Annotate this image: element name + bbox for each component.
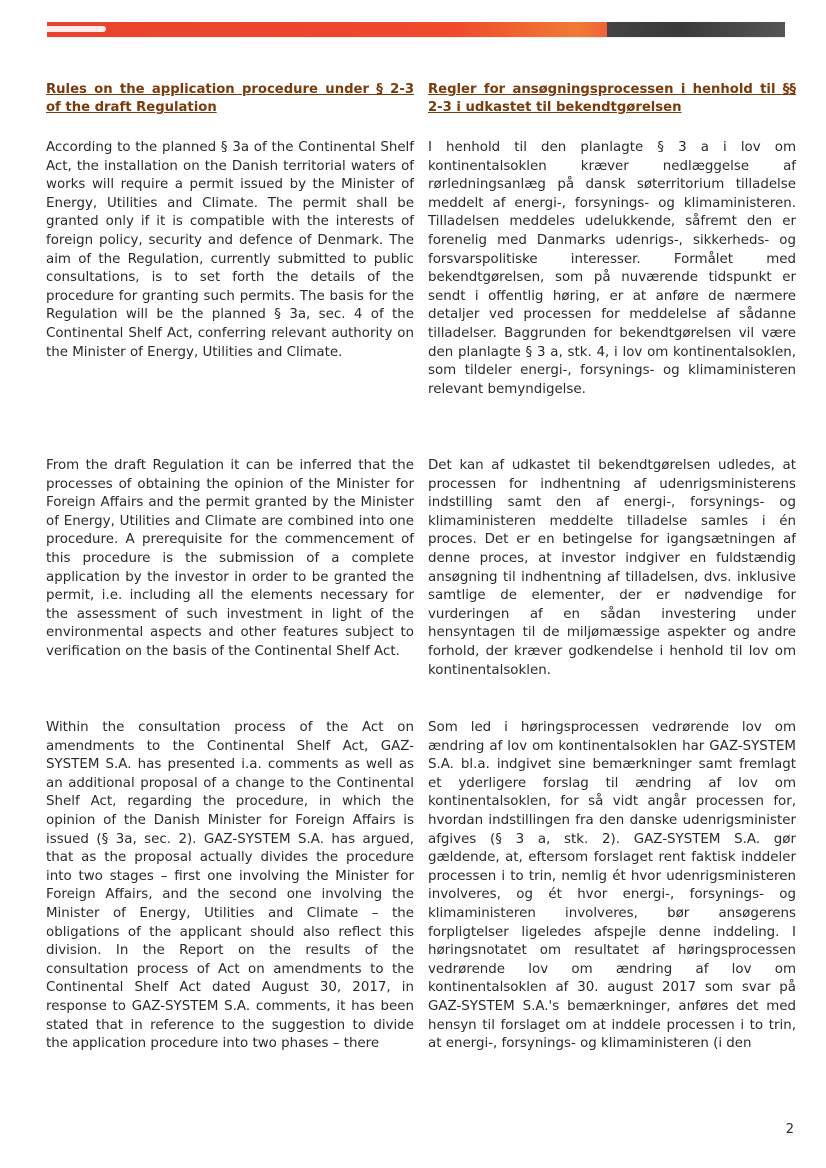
danish-paragraph-3: Som led i høringsprocessen vedrørende lov om ændring af lov om kontinentalsoklen har GAZ-SYSTEM S.A. bl.a. indgivet sine bemærkninger samt fremlagt et yderligere forslag til ændring af lov om kontinentalsoklen, for så vidt angår processen for, hvordan indstillingen fra den danske udenrigsminister afgives (§ 3 a, stk. 2). GAZ-SYSTEM S.A. gør gældende, at, eftersom forslaget rent faktisk inddeler processen i to trin, nemlig ét hvor udenrigsministeren involveres, og ét hvor energi-, forsynings- og klimaministeren involveres, bør ansøgerens forpligtelser ligeledes afspejle denne inddeling. I høringsnotatet om resultatet af høringsprocessen vedrørende lov om ændring af lov om kontinentalsoklen af 30. august 2017 som svar på GAZ-SYSTEM S.A.'s bemærkninger, anføres det med hensyn til forslaget om at inddele processen i to trin, at energi-, forsynings- og klimaministeren (i den: [428, 720, 796, 1052]
english-paragraph-3: Within the consultation process of the Act on amendments to the Continental Shelf Act, GAZ-SYSTEM S.A. has presented i.a. comments as well as an additional proposal of a change to the Continental Shelf Act, regarding the procedure, in which the opinion of the Danish Minister for Foreign Affairs is issued (§ 3a, sec. 2). GAZ-SYSTEM S.A. has argued, that as the proposal actually divides the procedure into two stages – first one involving the Minister for Foreign Affairs, and the second one involving the Minister of Energy, Utilities and Climate – the obligations of the applicant should also reflect this division. In the Report on the results of the consultation process of Act on amendments to the Continental Shelf Act dated August 30, 2017, in response to GAZ-SYSTEM S.A. comments, it has been stated that in reference to the suggestion to divide the application procedure into two phases – there: [46, 720, 414, 1052]
english-paragraph-1: According to the planned § 3a of the Continental Shelf Act, the installation on the Danish territorial waters of works will require a permit issued by the Minister of Energy, Utilities and Climate. The permit shall be granted only if it is compatible with the interests of foreign policy, security and defence of Denmark. The aim of the Regulation, currently submitted to public consultations, is to set forth the details of the procedure for granting such permits. The basis for the Regulation will be the planned § 3a, sec. 4 of the Continental Shelf Act, conferring relevant authority on the Minister of Energy, Utilities and Climate.: [46, 140, 414, 360]
danish-paragraph-1: I henhold til den planlagte § 3 a i lov om kontinentalsoklen kræver nedlæggelse af rørledningsanlæg på dansk søterritorium tilladelse meddelt af energi-, forsynings- og klimaministeren. Tilladelsen meddeles udelukkende, såfremt den er forenelig med Danmarks udenrigs-, sikkerheds- og forsvarspolitiske interesser. Formålet med bekendtgørelsen, som på nuværende tidspunkt er sendt i offentlig høring, er at anføre de nærmere detaljer ved processen for meddelelse af sådanne tilladelser. Baggrunden for bekendtgørelsen vil være den planlagte § 3 a, stk. 4, i lov om kontinentalsoklen, som tildeler energi-, forsynings- og klimaministeren relevant bemyndigelse.: [428, 140, 796, 397]
danish-paragraph-2: Det kan af udkastet til bekendtgørelsen udledes, at processen for indhentning af udenrigsministerens indstilling samt den af energi-, forsynings- og klimaministeren meddelte tilladelse samles i én proces. Det er en betingelse for igangsætningen af denne proces, at investor indgiver en fuldstændig ansøgning til indhentning af tilladelsen, dvs. inklusive samtlige de elementer, der er nødvendige for vurderingen af en sådan investering under hensyntagen til de miljømæssige aspekter og andre forhold, der kræver godkendelse i henhold til lov om kontinentalsoklen.: [428, 458, 796, 678]
danish-column: [428, 81, 796, 1052]
header-color-bar: [47, 22, 785, 37]
danish-heading: Regler for ansøgningsprocessen i henhold til §§ 2-3 i udkastet til bekendtgørelsen: [428, 82, 796, 115]
english-heading: Rules on the application procedure under § 2-3 of the draft Regulation: [46, 82, 414, 115]
page-number: 2: [785, 1122, 794, 1137]
english-column: [46, 81, 414, 1052]
english-paragraph-2: From the draft Regulation it can be inferred that the processes of obtaining the opinion of the Minister for Foreign Affairs and the permit granted by the Minister of Energy, Utilities and Climate are combined into one procedure. A prerequisite for the commencement of this procedure is the submission of a complete application by the investor in order to be granted the permit, i.e. including all the elements necessary for the assessment of such investment in light of the environmental aspects and other features subject to verification on the basis of the Continental Shelf Act.: [46, 458, 414, 659]
